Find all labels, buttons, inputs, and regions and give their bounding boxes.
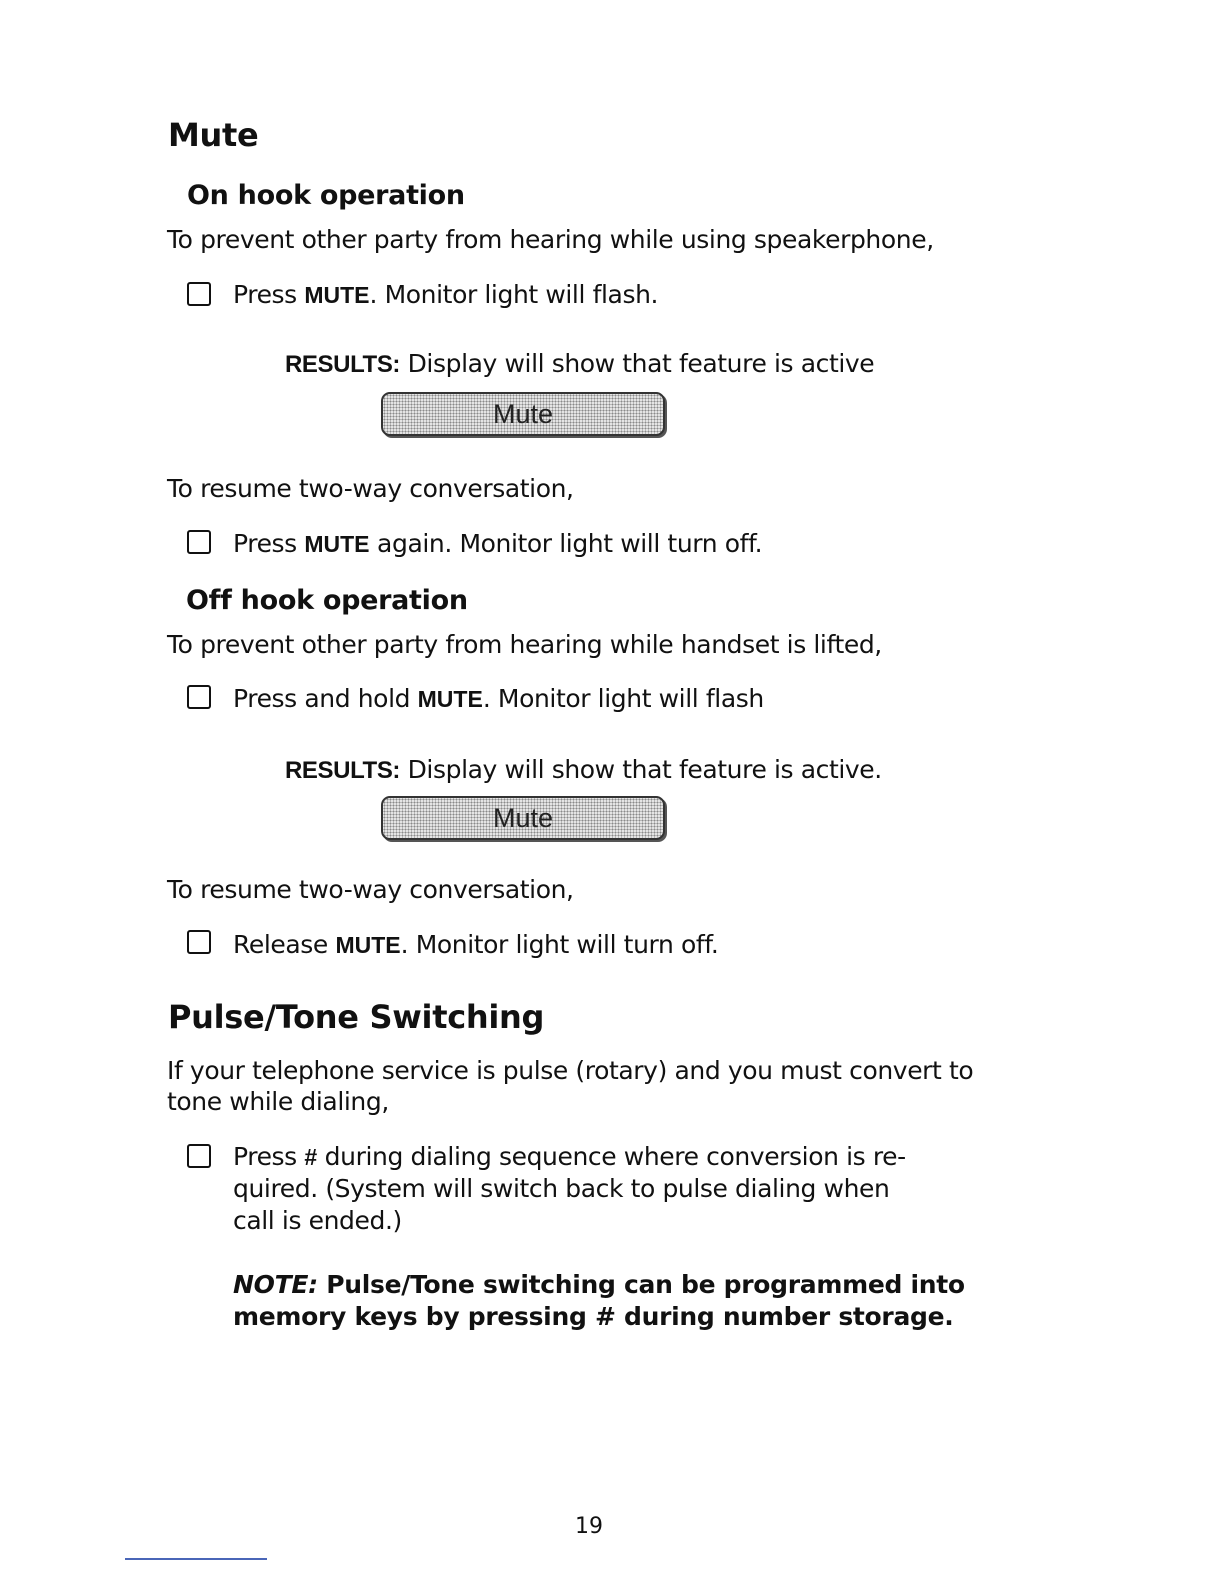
step-text: Release (233, 930, 336, 959)
key-label-pound: # (304, 1144, 318, 1170)
section-title-mute: Mute (168, 116, 259, 154)
lcd-display-mute: Mute (381, 796, 665, 840)
step-text: during dialing sequence where conversion is re- (317, 1142, 906, 1171)
step-text: . Monitor light will flash (482, 684, 764, 713)
pulse-tone-intro-line2: tone while dialing, (167, 1087, 389, 1116)
results-label: RESULTS: (285, 757, 401, 784)
pulse-tone-step-line2: quired. (System will switch back to pulse dialing when (233, 1174, 890, 1203)
subheading-off-hook: Off hook operation (186, 585, 468, 616)
step-text: . Monitor light will turn off. (400, 930, 719, 959)
pulse-tone-step-line3: call is ended.) (233, 1206, 402, 1235)
key-label-mute: MUTE (417, 686, 483, 712)
results-text: Display will show that feature is active. (400, 755, 882, 784)
results-text: Display will show that feature is active (400, 349, 875, 378)
off-hook-step1 (233, 684, 764, 713)
off-hook-results (285, 755, 882, 785)
pulse-tone-step-line1 (233, 1142, 906, 1171)
step-text: Press (233, 280, 305, 309)
note-text: Pulse/Tone switching can be programmed into (317, 1270, 965, 1299)
key-label-mute: MUTE (304, 531, 370, 557)
section-title-pulse-tone: Pulse/Tone Switching (168, 998, 545, 1036)
step-text: Press and hold (233, 684, 418, 713)
note-line2: memory keys by pressing # during number storage. (233, 1302, 954, 1331)
on-hook-intro: To prevent other party from hearing while using speakerphone, (167, 225, 934, 254)
step-text: Press (233, 529, 305, 558)
off-hook-step2 (233, 930, 718, 959)
key-label-mute: MUTE (335, 932, 401, 958)
key-label-mute: MUTE (304, 282, 370, 308)
subheading-on-hook: On hook operation (187, 180, 465, 211)
step-text: . Monitor light will flash. (369, 280, 659, 309)
checkbox-icon (187, 282, 211, 306)
off-hook-resume: To resume two-way conversation, (167, 875, 574, 904)
step-text: again. Monitor light will turn off. (369, 529, 763, 558)
checkbox-icon (187, 685, 211, 709)
off-hook-intro: To prevent other party from hearing while handset is lifted, (167, 630, 882, 659)
checkbox-icon (187, 1144, 211, 1168)
footer-rule (125, 1558, 267, 1560)
results-label: RESULTS: (285, 351, 401, 378)
on-hook-step1 (233, 280, 658, 309)
lcd-display-mute: Mute (381, 392, 665, 436)
pulse-tone-intro-line1: If your telephone service is pulse (rotary) and you must convert to (167, 1056, 974, 1085)
page-number: 19 (575, 1514, 603, 1539)
checkbox-icon (187, 930, 211, 954)
note-line1 (233, 1270, 965, 1299)
checkbox-icon (187, 530, 211, 554)
note-label: NOTE: (233, 1270, 318, 1299)
on-hook-resume: To resume two-way conversation, (167, 474, 574, 503)
on-hook-step2 (233, 529, 762, 558)
step-text: Press (233, 1142, 305, 1171)
on-hook-results (285, 349, 874, 379)
